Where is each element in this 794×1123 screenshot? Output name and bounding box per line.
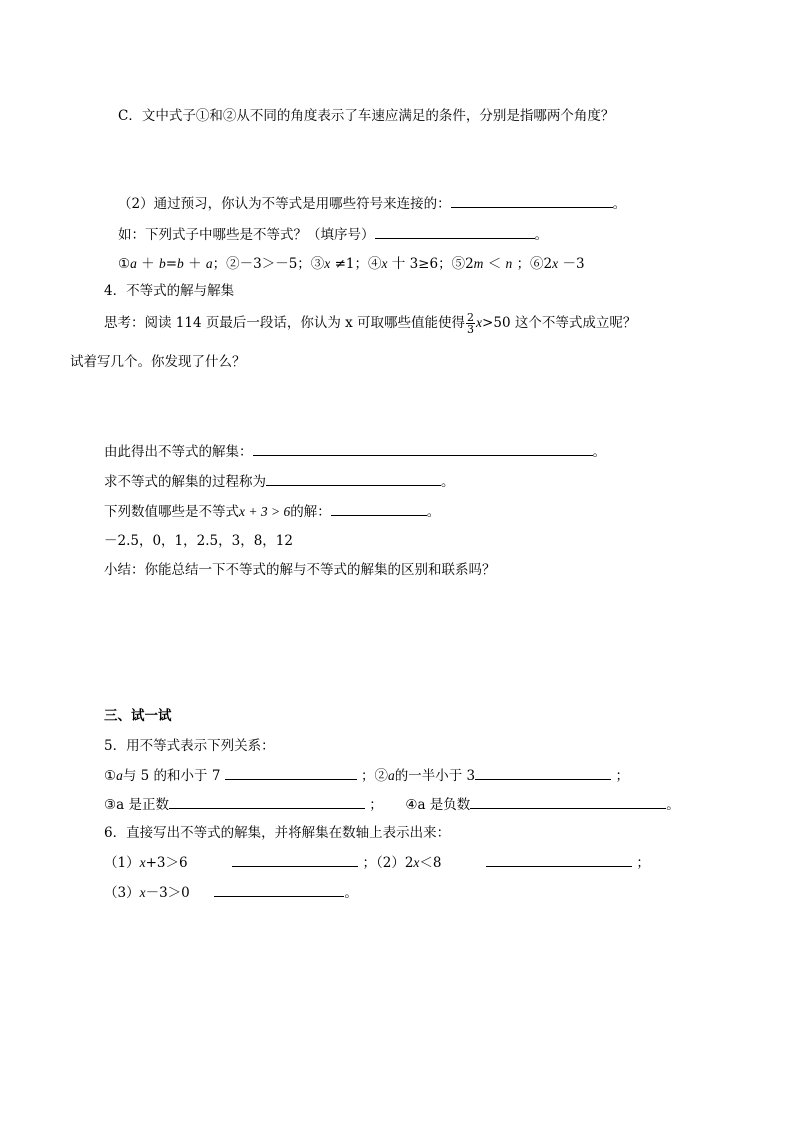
question-6-title [104,823,450,843]
variable-a: a [388,768,395,783]
item-marker: （1） [104,855,140,871]
expr-var: n [505,256,513,271]
answer-blank-q5-1[interactable] [225,765,357,780]
which-values-tail: 的解： [290,504,331,520]
expr-item: ≠1；④ [334,256,382,272]
question-6-row-1 [104,852,650,873]
process-prompt: 求不等式的解集的过程称为 [104,474,266,490]
period: 。 [441,474,455,490]
item-text: 的一半小于 3 [394,768,476,784]
item-separator: ； [636,855,650,871]
fraction-two-thirds [466,312,475,335]
process-line [104,471,455,492]
think-line [104,312,636,335]
item-marker: ① [104,768,117,784]
inequality-expression: x + 3 > 6 [239,504,291,519]
answer-blank-q6-2[interactable] [486,852,632,867]
expression-list [118,254,585,274]
question-6-text: 6．直接写出不等式的解集，并将解集在数轴上表示出来： [104,825,451,841]
summary-line [104,560,496,580]
question-c-text: C．文中式子①和②从不同的角度表示了车速应满足的条件，分别是指哪两个角度？ [118,108,615,124]
inequality-expression: +3＞6 [145,855,188,871]
answer-blank-q5-4[interactable] [470,794,666,809]
section-4-title [104,281,234,301]
item-separator: ；（2）2 [362,855,414,871]
expr-item: ① [118,256,131,272]
expr-var: x [552,256,559,271]
expr-var: x [324,256,331,271]
section-4-title-text: 4．不等式的解与解集 [104,283,235,299]
period: 。 [344,885,358,901]
which-values-line [104,501,440,522]
section-3-heading [104,706,172,726]
section-3-heading-text: 三、试一试 [104,708,172,724]
expr-item: 十 3≥6；⑤2 [391,256,474,272]
variable-x: x [139,885,146,900]
question-2-line-1 [118,193,626,214]
answer-blank-q5-3[interactable] [169,794,365,809]
expr-op: ＜ [487,256,502,272]
expr-var: m [473,256,484,271]
item-text: ③a 是正数 [104,797,169,813]
fraction-denominator: 3 [467,323,475,336]
think-text: 思考：阅读 114 页最后一段话，你认为 x 可取哪些值能使得 [104,315,466,331]
candidate-values: －2.5，0，1，2.5，3，8，12 [104,533,293,549]
answer-blank-q6-3[interactable] [214,882,344,897]
variable-a: a [116,768,123,783]
think-line-2 [70,352,246,372]
question-6-row-2 [104,882,358,903]
period: 。 [426,504,441,520]
item-separator: ；② [361,768,389,784]
question-2-example-prompt: 如：下列式子中哪些是不等式？（填序号） [118,227,375,243]
inequality-expression: －3＞0 [145,885,190,901]
expr-item: ；⑥2 [516,256,553,272]
variable-x: x [139,855,146,870]
question-5-row-1 [104,765,629,786]
answer-blank-inequalities[interactable] [375,224,535,239]
expr-var: a [130,256,137,271]
question-5-title [104,736,275,756]
item-text: ④a 是负数 [405,797,471,813]
fraction-numerator: 2 [467,311,475,324]
answer-blank-symbols[interactable] [451,193,613,208]
expr-op: ＋ [188,256,202,272]
question-5-row-2 [104,794,680,815]
think-text-continuation: 试着写几个。你发现了什么？ [70,354,246,370]
expr-item: ；②－3＞－5；③ [212,256,325,272]
variable-x: x [413,855,420,870]
period: 。 [592,444,606,460]
values-line [104,531,293,551]
question-2-line-2 [118,224,548,245]
question-c [118,106,614,126]
expr-var: b [158,256,166,271]
expr-op: = [165,256,178,272]
expr-var: x [381,256,388,271]
expr-item: －3 [562,256,585,272]
period: 。 [612,196,627,212]
inequality-expression: ＜8 [419,855,442,871]
summary-text: 小结：你能总结一下不等式的解与不等式的解集的区别和联系吗？ [104,562,496,578]
think-text-tail: >50 这个不等式成立呢？ [482,315,637,331]
answer-blank-q6-1[interactable] [232,852,358,867]
item-marker: （3） [104,885,140,901]
which-values-prompt: 下列数值哪些是不等式 [104,504,239,520]
expr-var: a [205,256,213,271]
solution-set-line [104,441,606,462]
period: 。 [666,797,680,813]
answer-blank-process[interactable] [266,471,441,486]
item-separator: ； [369,797,383,813]
period: 。 [534,227,548,243]
answer-blank-which-values[interactable] [331,501,427,516]
item-text: 与 5 的和小于 7 [122,768,221,784]
variable-x: x [476,315,483,330]
answer-blank-q5-2[interactable] [475,765,611,780]
expr-op: ＋ [141,256,155,272]
question-5-text: 5．用不等式表示下列关系： [104,738,275,754]
expr-var: b [177,256,184,271]
answer-blank-solution-set[interactable] [253,441,593,456]
question-2-prompt: （2）通过预习，你认为不等式是用哪些符号来连接的： [118,196,451,212]
solution-set-prompt: 由此得出不等式的解集： [104,444,253,460]
item-separator: ； [615,768,629,784]
